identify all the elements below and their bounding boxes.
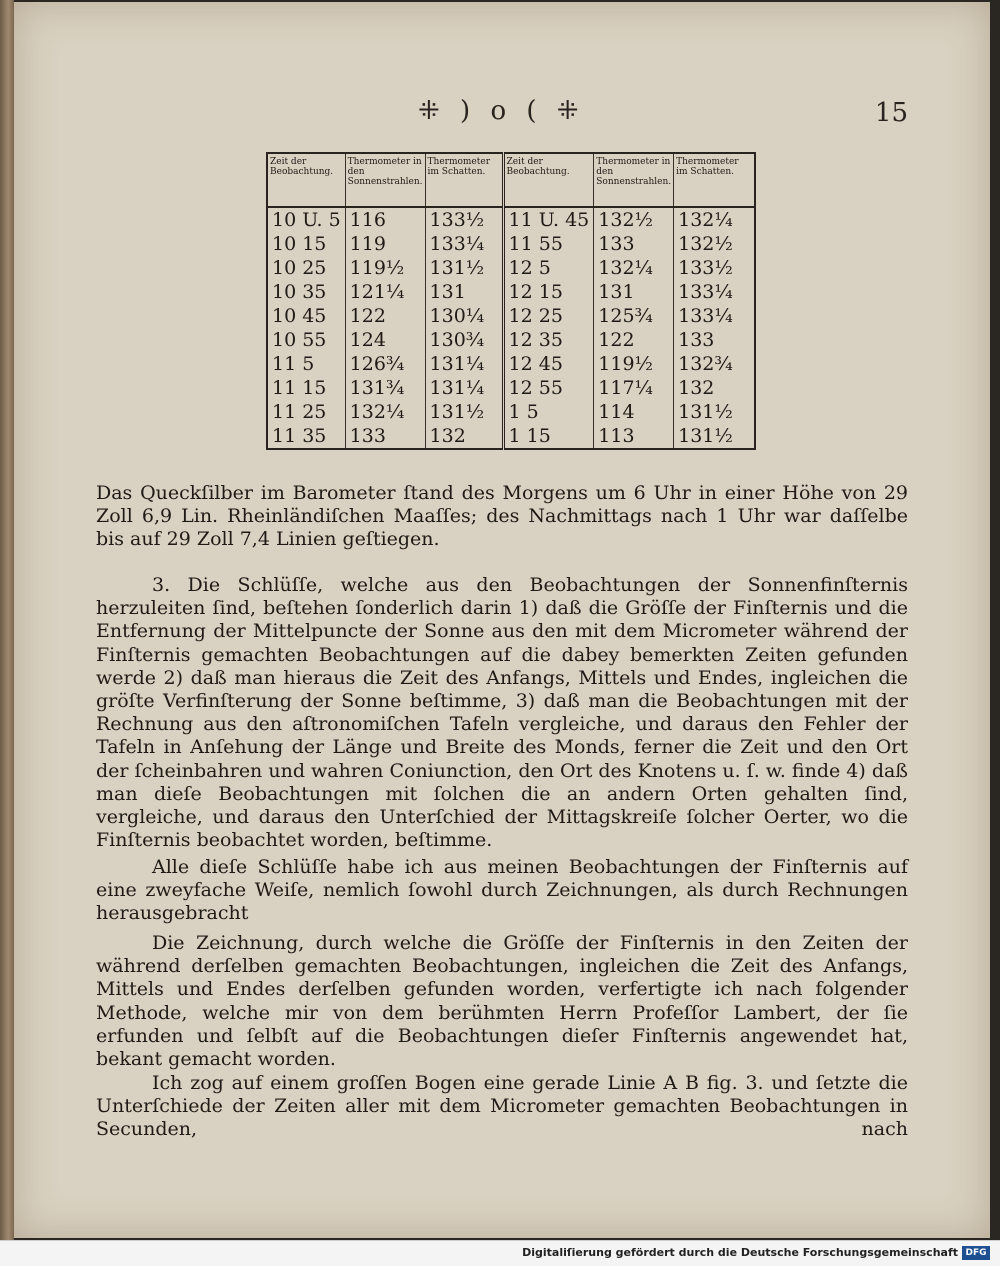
table-cell: 133½ — [425, 207, 503, 232]
table-cell: 12 25 — [503, 304, 594, 328]
table-cell: 131¼ — [425, 376, 503, 400]
table-cell: 131½ — [425, 256, 503, 280]
table-row — [267, 207, 755, 232]
table-row — [267, 232, 755, 256]
table-cell: 10 U. 5 — [267, 207, 345, 232]
table-row — [267, 352, 755, 376]
table-cell: 11 35 — [267, 424, 345, 449]
table-cell: 10 45 — [267, 304, 345, 328]
table-cell: 132½ — [594, 207, 674, 232]
paragraph-methods: Alle dieſe Schlüſſe habe ich aus meinen Beobachtungen der Finſternis auf eine zweyfache Weiſe, nemlich ſowohl durch Zeichnungen, als durch Rechnungen herausgebracht — [96, 856, 908, 925]
table-cell: 126¾ — [345, 352, 425, 376]
observation-table — [266, 152, 756, 450]
table-header: Thermometer in den Sonnenstrahlen. — [594, 153, 674, 207]
table-cell: 133½ — [678, 257, 733, 279]
table-cell: 133 — [594, 232, 674, 256]
footer-bar — [0, 1240, 1000, 1266]
table-row — [267, 280, 755, 304]
table-header-row — [267, 153, 755, 207]
paragraph-drawing: Die Zeichnung, durch welche die Gröſſe der Finſternis in den Zeiten der während derſelben gemachten Beobachtungen, ingleichen die Zeit des Anfangs, Mittels und Endes derſelben gefunden worden, verfertigte ich nach folgender Methode, welche mir von dem berühmten Herrn Profeſſor Lambert, der ſie erfunden und ſelbſt auf die Beobachtungen dieſer Finſternis angewendet hat, bekant gemacht worden. — [96, 932, 908, 1071]
table-cell: 131 — [594, 280, 674, 304]
table-cell: 131¼ — [425, 352, 503, 376]
dfg-logo: DFG — [962, 1246, 990, 1260]
table-cell: 11 U. 45 — [503, 207, 594, 232]
running-head-ornament: ⁜ ) o ( ⁜ — [418, 96, 585, 126]
table-cell: 10 25 — [267, 256, 345, 280]
table-cell: 10 35 — [267, 280, 345, 304]
paragraph-conclusions: 3. Die Schlüſſe, welche aus den Beobachtungen der Sonnenfinſternis herzuleiten ſind, beſtehen ſonderlich darin 1) daß die Gröſſe der Finſternis und die Entfernung der Mittelpuncte der Sonne aus den mit dem Micrometer während der Finſternis gemachten Beobachtungen auf die dabey bemerkten Zeiten gefunden werde 2) daß man hieraus die Zeit des Anfangs, Mittels und Endes, ingleichen die gröſte Verfinſterung der Sonne beſtimme, 3) daß man die Beobachtungen mit der Rechnung aus den aſtronomiſchen Tafeln vergleiche, und daraus den Fehler der Tafeln in Anſehung der Länge und Breite des Monds, ferner die Zeit und den Ort der ſcheinbahren und wahren Coniunction, den Ort des Knotens u. ſ. w. finde 4) daß man dieſe Beobachtungen mit ſolchen die an andern Orten gehalten ſind, vergleiche, und daraus den Unterſchied der Mittagskreiſe ſolcher Oerter, wo die Finſternis beobachtet worden, beſtimme. — [96, 574, 908, 852]
table-cell: 119½ — [594, 352, 674, 376]
table-cell: 133¼ — [678, 281, 733, 303]
footer-credit: Digitaliſierung gefördert durch die Deutsche Forschungsgemeinschaft — [522, 1246, 958, 1259]
table-cell: 122 — [345, 304, 425, 328]
table-cell: 132¾ — [678, 353, 733, 375]
table-header: Zeit der Beobachtung. — [503, 153, 594, 207]
table-row — [267, 304, 755, 328]
paragraph-barometer: Das Queckſilber im Barometer ſtand des Morgens um 6 Uhr in einer Höhe von 29 Zoll 6,9 Lin. Rheinländiſchen Maaſſes; des Nachmittags nach 1 Uhr war daſſelbe bis auf 29 Zoll 7,4 Linien geſtiegen. — [96, 482, 908, 551]
table-cell: 133¼ — [425, 232, 503, 256]
table-row — [267, 376, 755, 400]
table-cell: 12 35 — [503, 328, 594, 352]
table-cell: 132 — [425, 424, 503, 449]
table-cell: 124 — [345, 328, 425, 352]
table-cell: 11 5 — [267, 352, 345, 376]
table-row — [267, 424, 755, 449]
table-cell: 1 15 — [503, 424, 594, 449]
table-cell: 12 45 — [503, 352, 594, 376]
table-cell: 133 — [345, 424, 425, 449]
table-cell: 133 — [678, 329, 715, 351]
table-cell: 132¼ — [594, 256, 674, 280]
table-cell: 131 — [425, 280, 503, 304]
table-row — [267, 328, 755, 352]
table-cell: 130¾ — [425, 328, 503, 352]
table-cell: 10 55 — [267, 328, 345, 352]
table-cell: 12 55 — [503, 376, 594, 400]
table-cell: 12 5 — [503, 256, 594, 280]
table-cell: 119 — [345, 232, 425, 256]
table-cell: 119½ — [345, 256, 425, 280]
book-spine — [0, 0, 14, 1240]
table-cell: 121¼ — [345, 280, 425, 304]
table-cell: 11 15 — [267, 376, 345, 400]
paragraph-line: Ich zog auf einem groſſen Bogen eine gerade Linie A B fig. 3. und ſetzte die Unterſchiede der Zeiten aller mit dem Micrometer gemachten Beobachtungen in Secunden, — [96, 1072, 908, 1141]
table-cell: 131¾ — [345, 376, 425, 400]
table-cell: 117¼ — [594, 376, 674, 400]
table-cell: 114 — [594, 400, 674, 424]
table-cell: 113 — [594, 424, 674, 449]
table-cell: 130¼ — [425, 304, 503, 328]
table-cell: 122 — [594, 328, 674, 352]
table-cell: 132 — [678, 377, 715, 399]
table-cell: 125¾ — [594, 304, 674, 328]
table-cell: 10 15 — [267, 232, 345, 256]
table-cell: 116 — [345, 207, 425, 232]
table-header: Thermometer im Schatten. — [674, 153, 755, 207]
table-cell: 12 15 — [503, 280, 594, 304]
table-cell: 132¼ — [678, 209, 733, 231]
page-number: 15 — [874, 98, 908, 128]
table-cell: 132½ — [678, 233, 733, 255]
table-cell: 11 25 — [267, 400, 345, 424]
table-cell: 11 55 — [503, 232, 594, 256]
table-header: Zeit der Beobachtung. — [267, 153, 345, 207]
table-row — [267, 400, 755, 424]
table-header: Thermometer im Schatten. — [425, 153, 503, 207]
catchword: nach — [861, 1118, 908, 1140]
table-row — [267, 256, 755, 280]
table-cell: 132¼ — [345, 400, 425, 424]
table-cell: 131½ — [678, 425, 733, 447]
table-cell: 133¼ — [678, 305, 733, 327]
table-cell: 1 5 — [503, 400, 594, 424]
table-header: Thermometer in den Sonnenstrahlen. — [345, 153, 425, 207]
table-cell: 131½ — [678, 401, 733, 423]
table-cell: 131½ — [425, 400, 503, 424]
